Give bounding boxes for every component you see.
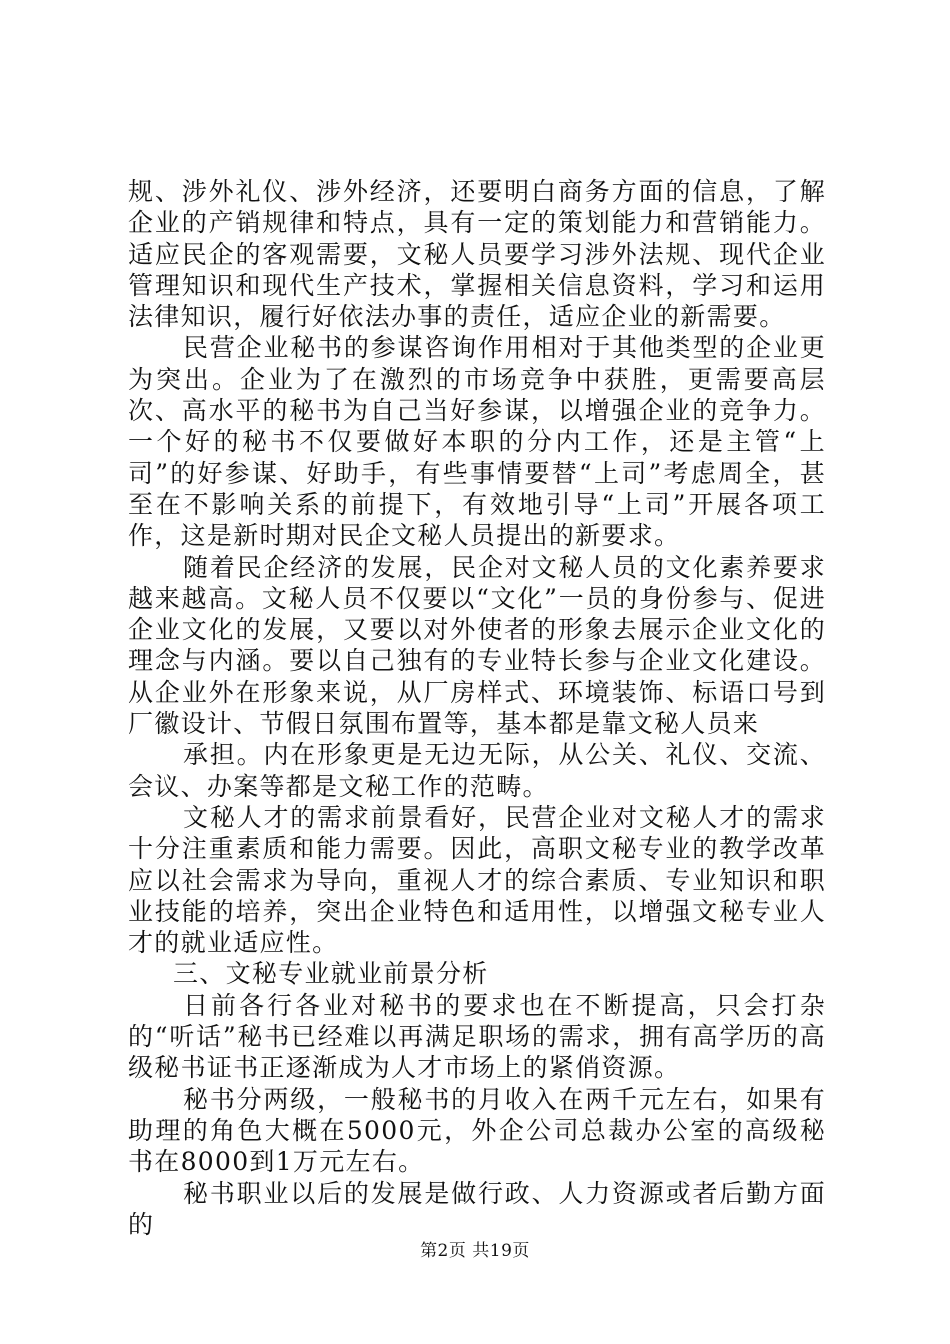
paragraph-6: 日前各行各业对秘书的要求也在不断提高，只会打杂的“听话”秘书已经难以再满足职场的需求，拥有高学历的高级秘书证书正逐渐成为人才市场上的紧俏资源。 [128,990,826,1083]
paragraph-3: 随着民企经济的发展，民企对文秘人员的文化素养要求越来越高。文秘人员不仅要以“文化”一员的身份参与、促进企业文化的发展，又要以对外使者的形象去展示企业文化的理念与内涵。要以自己独有的专业特长参与企业文化建设。从企业外在形象来说，从厂房样式、环境装饰、标语口号到厂徽设计、节假日氛围布置等，基本都是靠文秘人员来 [128,552,826,739]
page-number-footer: 第2页 共19页 [420,1241,530,1261]
paragraph-7: 秘书分两级，一般秘书的月收入在两千元左右，如果有助理的角色大概在5000元，外企公司总裁办公室的高级秘书在8000到1万元左右。 [128,1084,826,1177]
paragraph-4: 承担。内在形象更是无边无际，从公关、礼仪、交流、会议、办案等都是文秘工作的范畴。 [128,740,826,801]
paragraph-8: 秘书职业以后的发展是做行政、人力资源或者后勤方面的 [128,1178,826,1239]
paragraph-2: 民营企业秘书的参谋咨询作用相对于其他类型的企业更为突出。企业为了在激烈的市场竞争中获胜，更需要高层次、高水平的秘书为自己当好参谋，以增强企业的竞争力。一个好的秘书不仅要做好本职的分内工作，还是主管“上司”的好参谋、好助手，有些事情要替“上司”考虑周全，甚至在不影响关系的前提下，有效地引导“上司”开展各项工作，这是新时期对民企文秘人员提出的新要求。 [128,333,826,551]
paragraph-5: 文秘人才的需求前景看好，民营企业对文秘人才的需求十分注重素质和能力需要。因此，高职文秘专业的教学改革应以社会需求为导向，重视人才的综合素质、专业知识和职业技能的培养，突出企业特色和适用性，以增强文秘专业人才的就业适应性。 [128,802,826,958]
paragraph-1: 规、涉外礼仪、涉外经济，还要明白商务方面的信息，了解企业的产销规律和特点，具有一定的策划能力和营销能力。适应民企的客观需要，文秘人员要学习涉外法规、现代企业管理知识和现代生产技术，掌握相关信息资料，学习和运用法律知识，履行好依法办事的责任，适应企业的新需要。 [128,177,826,332]
section-heading: 三、文秘专业就业前景分析 [173,959,489,989]
document-body [128,176,826,1240]
